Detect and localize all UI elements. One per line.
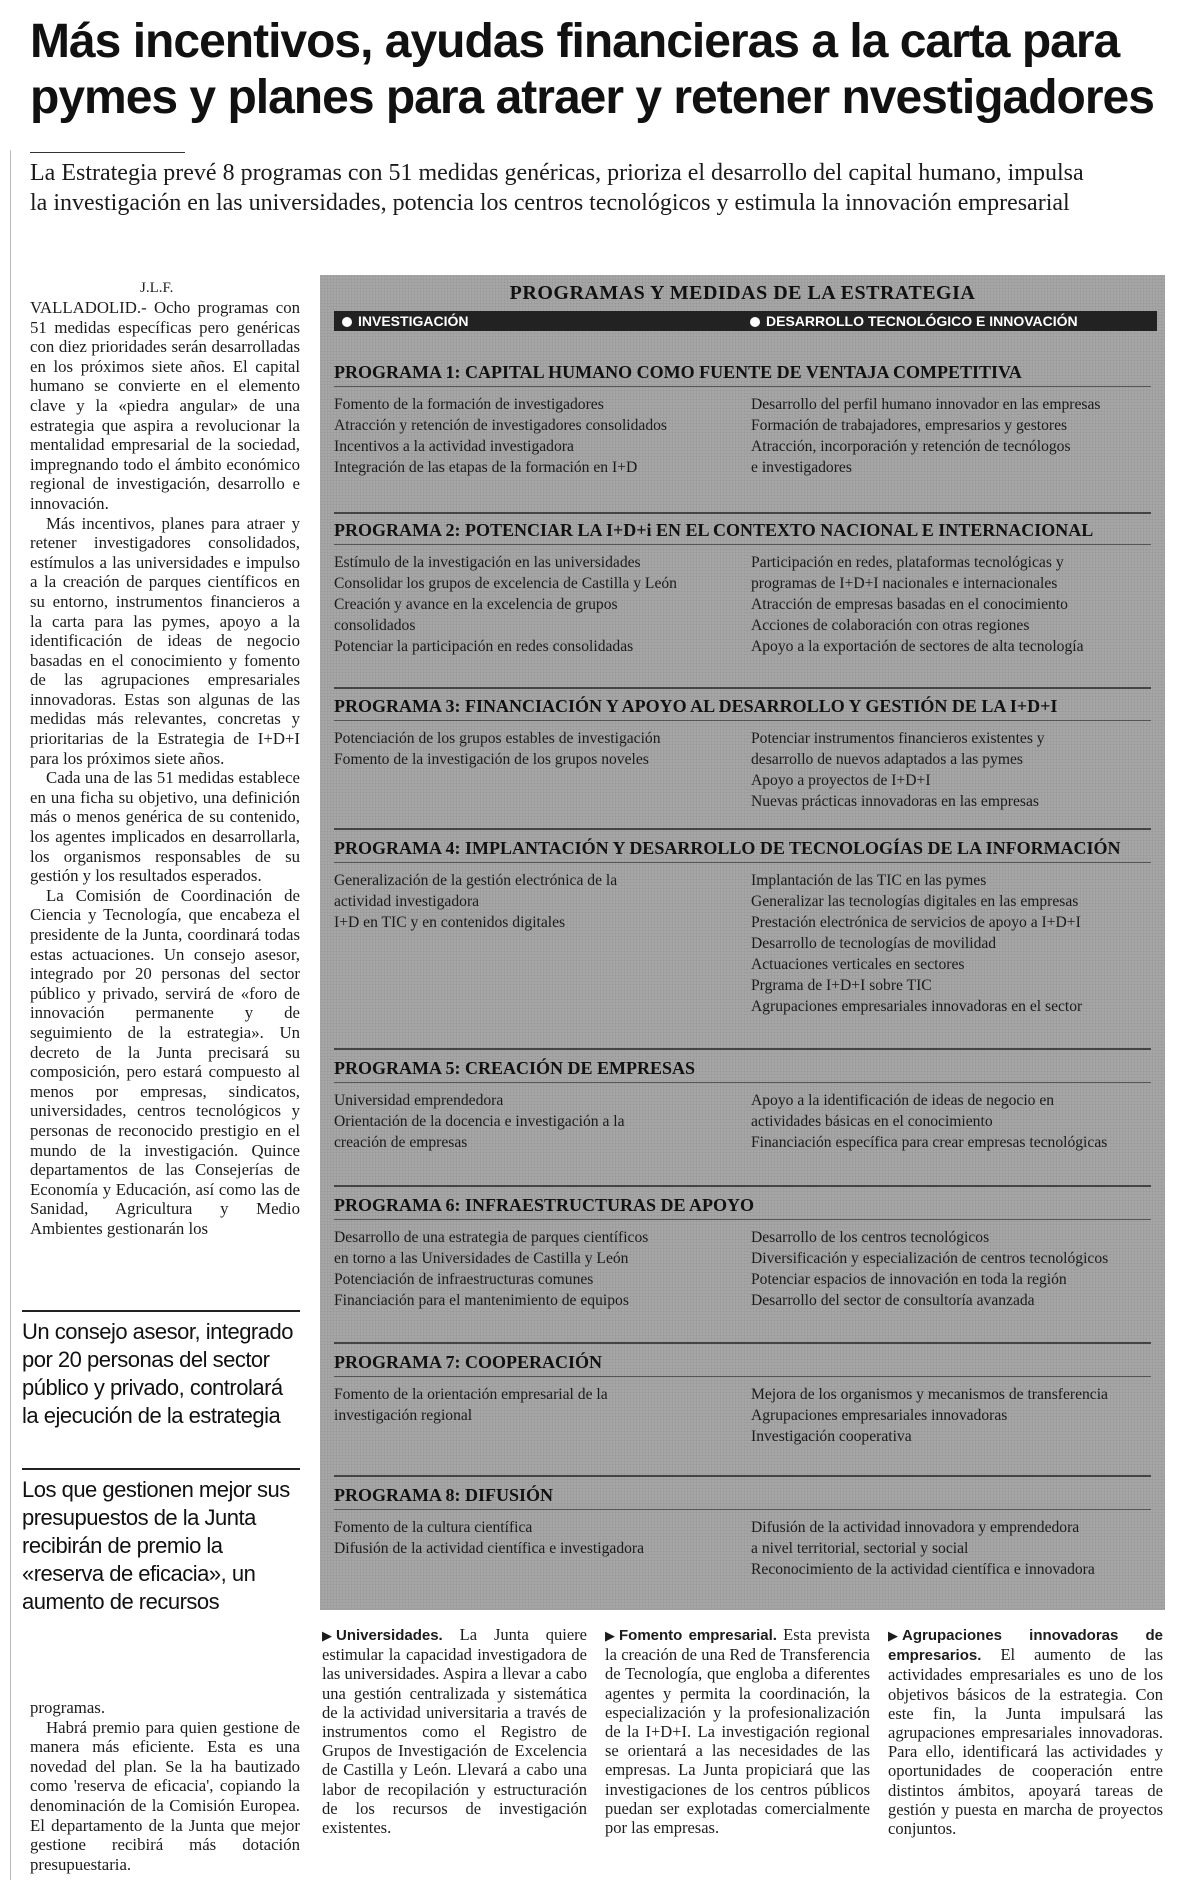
- measure-item: Apoyo a la identificación de ideas de negocio en: [751, 1092, 1055, 1109]
- program-right-measures: [751, 1517, 1151, 1580]
- program-left-measures: [334, 728, 734, 812]
- pullquote-2: Los que gestionen mejor sus presupuestos de la Junta recibirán de premio la «reserva de eficacia», un aumento de recursos: [22, 1477, 290, 1614]
- left-article-continuation: [30, 1698, 300, 1874]
- program-title: PROGRAMA 6: INFRAESTRUCTURAS DE APOYO: [334, 1194, 1151, 1220]
- program-5: [334, 1057, 1151, 1153]
- measure-item: Fomento de la investigación de los grupos noveles: [334, 751, 649, 768]
- measure-item: Participación en redes, plataformas tecnológicas y: [751, 554, 1064, 571]
- measure-item: Desarrollo de tecnologías de movilidad: [751, 935, 997, 952]
- program-left-measures: [334, 394, 734, 478]
- section-head: Fomento empresarial.: [619, 1627, 777, 1644]
- program-2: [334, 519, 1151, 657]
- program-divider: [334, 828, 1151, 830]
- article-paragraph: Más incentivos, planes para atraer y retener investigadores consolidados, estímulos a las universidades e impulso a la creación de parques científicos en su entorno, instrumentos financieros a la carta para las pymes, apoyo a la identificación de ideas de negocio basadas en el conocimiento y fomento de las agrupaciones empresariales innovadoras. Estas son algunas de las medidas más relevantes, concretas y prioritarias de la Estrategia de I+D+I para los próximos siete años.: [30, 513, 300, 768]
- section-head: Agrupaciones innovadoras de empresarios.: [888, 1627, 1163, 1665]
- section-text: La Junta quiere estimular la capacidad investigadora de las universidades. Aspira a llevar a cabo una gestión centralizada y sistemática de la actividad universitaria a través de instrumentos como el Registro de Grupos de Investigación de Excelencia de Castilla y León. Llevará a cabo una labor de recopilación y estructuración de los recursos de investigación existentes.: [322, 1625, 587, 1838]
- measure-item: Fomento de la formación de investigadores: [334, 396, 604, 413]
- program-left-measures: [334, 870, 734, 1017]
- section-universidades: [322, 1625, 587, 1837]
- box-title: PROGRAMAS Y MEDIDAS DE LA ESTRATEGIA: [509, 282, 976, 304]
- measure-item: Diversificación y especialización de centros tecnológicos: [751, 1250, 1109, 1267]
- measure-item: Generalizar las tecnologías digitales en las empresas: [751, 893, 1079, 910]
- measure-item: Incentivos a la actividad investigadora: [334, 438, 574, 455]
- measure-item: Universidad emprendedora: [334, 1092, 504, 1109]
- programs-container: [320, 275, 1165, 1610]
- program-title: PROGRAMA 7: COOPERACIÓN: [334, 1351, 1151, 1377]
- pullquote-rule: [22, 1310, 300, 1312]
- measure-item: Potenciación de infraestructuras comunes: [334, 1271, 594, 1288]
- section-text: El aumento de las actividades empresariales es uno de los objetivos básicos de la estrategia. Con este fin, la Junta impulsará las agrupaciones empresariales innovadoras. Para ello, identificará las actividades y oportunidades de cooperación entre distintos ámbitos, apoyará tareas de gestión y puesta en marcha de proyectos conjuntos.: [888, 1645, 1163, 1839]
- program-6: [334, 1194, 1151, 1311]
- measure-item: Desarrollo del sector de consultoría avanzada: [751, 1292, 1035, 1309]
- program-left-measures: [334, 1517, 734, 1580]
- measure-item: Consolidar los grupos de excelencia de Castilla y León: [334, 575, 677, 592]
- section-text: Esta prevista la creación de una Red de Transferencia de Tecnología, que engloba a diferentes agentes y permita la coordinación, la especialización y la profesionalización de la I+D+I. La investigación regional se orientará a las necesidades de las empresas. La Junta propiciará que las investigaciones de los centros públicos puedan ser explotadas comercialmente por las empresas.: [605, 1625, 871, 1838]
- measure-item: Acciones de colaboración con otras regiones: [751, 617, 1030, 634]
- measure-item: Prgrama de I+D+I sobre TIC: [751, 977, 932, 994]
- program-8: [334, 1484, 1151, 1580]
- program-title: PROGRAMA 8: DIFUSIÓN: [334, 1484, 1151, 1510]
- headline: [30, 14, 1160, 126]
- measure-item: Estímulo de la investigación en las universidades: [334, 554, 641, 571]
- program-title: PROGRAMA 3: FINANCIACIÓN Y APOYO AL DESARROLLO Y GESTIÓN DE LA I+D+I: [334, 695, 1151, 721]
- headline-rule: [30, 152, 185, 153]
- program-4: [334, 837, 1151, 1017]
- left-article-column: [30, 298, 300, 1239]
- program-divider: [334, 1048, 1151, 1050]
- measure-item: consolidados: [334, 617, 416, 634]
- program-3: [334, 695, 1151, 812]
- measure-item: Investigación cooperativa: [751, 1428, 912, 1445]
- article-paragraph: Cada una de las 51 medidas establece en una ficha su objetivo, una definición más o menos genérica de su contenido, los agentes implicados en desarrollarla, los organismos responsables de su gestión y los resultados esperados.: [30, 768, 300, 886]
- measure-item: Implantación de las TIC en las pymes: [751, 872, 987, 889]
- measure-item: investigación regional: [334, 1407, 473, 1424]
- measure-item: Creación y avance en la excelencia de grupos: [334, 596, 618, 613]
- measure-item: Desarrollo del perfil humano innovador en las empresas: [751, 396, 1101, 413]
- program-right-measures: [751, 394, 1151, 478]
- pullquote-rule: [22, 1468, 300, 1470]
- program-divider: [334, 687, 1151, 689]
- measure-item: Apoyo a la exportación de sectores de alta tecnología: [751, 638, 1084, 655]
- section-fomento-empresarial: [605, 1625, 870, 1837]
- pullquote-1: Un consejo asesor, integrado por 20 personas del sector público y privado, controlará la ejecución de la estrategia: [22, 1319, 293, 1428]
- measure-item: Orientación de la docencia e investigación a la: [334, 1113, 625, 1130]
- article-paragraph: programas.: [30, 1698, 106, 1717]
- left-margin-rule: [10, 150, 11, 1880]
- program-left-measures: [334, 1384, 734, 1447]
- measure-item: Mejora de los organismos y mecanismos de transferencia: [751, 1386, 1108, 1403]
- measure-item: Desarrollo de una estrategia de parques científicos: [334, 1229, 649, 1246]
- measure-item: Financiación para el mantenimiento de equipos: [334, 1292, 629, 1309]
- measure-item: Potenciar espacios de innovación en toda la región: [751, 1271, 1067, 1288]
- arrow-icon: ▶: [322, 1628, 332, 1643]
- measure-item: Actuaciones verticales en sectores: [751, 956, 965, 973]
- program-right-measures: [751, 1384, 1151, 1447]
- program-right-measures: [751, 870, 1151, 1017]
- measure-item: actividades básicas en el conocimiento: [751, 1113, 993, 1130]
- measure-item: Desarrollo de los centros tecnológicos: [751, 1229, 990, 1246]
- program-left-measures: [334, 552, 734, 657]
- program-7: [334, 1351, 1151, 1447]
- program-divider: [334, 512, 1151, 514]
- measure-item: Apoyo a proyectos de I+D+I: [751, 772, 931, 789]
- section-head: Universidades.: [336, 1627, 443, 1644]
- arrow-icon: ▶: [888, 1628, 898, 1643]
- measure-item: Difusión de la actividad innovadora y emprendedora: [751, 1519, 1080, 1536]
- measure-item: I+D en TIC y en contenidos digitales: [334, 914, 566, 931]
- program-right-measures: [751, 1090, 1151, 1153]
- article-paragraph: VALLADOLID.- Ocho programas con 51 medidas específicas pero genéricas con diez prioridades serán desarrolladas en los próximos siete años. El capital humano se convierte en el elemento clave y la «piedra angular» de una estrategia que aspira a revolucionar la mentalidad empresarial de la sociedad, impregnando todo el ámbito económico regional de investigación, desarrollo e innovación.: [30, 298, 300, 513]
- category-label: INVESTIGACIÓN: [358, 313, 469, 329]
- program-right-measures: [751, 552, 1151, 657]
- program-left-measures: [334, 1090, 734, 1153]
- measure-item: Nuevas prácticas innovadoras en las empresas: [751, 793, 1039, 810]
- article-paragraph: Habrá premio para quien gestione de manera más eficiente. Esta es una novedad del plan. Se la ha bautizado como 'reserva de eficacia', copiando la denominación de la Comisión Europea. El departamento de la Junta que mejor gestione recibirá más dotación presupuestaria.: [30, 1717, 300, 1874]
- program-title: PROGRAMA 1: CAPITAL HUMANO COMO FUENTE DE VENTAJA COMPETITIVA: [334, 361, 1151, 387]
- program-right-measures: [751, 728, 1151, 812]
- measure-item: a nivel territorial, sectorial y social: [751, 1540, 969, 1557]
- program-divider: [334, 1185, 1151, 1187]
- measure-item: en torno a las Universidades de Castilla y León: [334, 1250, 629, 1267]
- category-label: DESARROLLO TECNOLÓGICO E INNOVACIÓN: [766, 313, 1078, 329]
- byline: J.L.F.: [140, 280, 174, 296]
- measure-item: Agrupaciones empresariales innovadoras en el sector: [751, 998, 1083, 1015]
- measure-item: creación de empresas: [334, 1134, 468, 1151]
- measure-item: Reconocimiento de la actividad científica e innovadora: [751, 1561, 1095, 1578]
- section-agrupaciones: [888, 1625, 1163, 1838]
- measure-item: Atracción, incorporación y retención de tecnólogos: [751, 438, 1071, 455]
- article-paragraph: La Comisión de Coordinación de Ciencia y Tecnología, que encabeza el presidente de la Junta, coordinará todas estas actuaciones. Un consejo asesor, integrado por 20 personas del sector público y privado, servirá de «foro de innovación permanente y de seguimiento de la estrategia». Un decreto de la Junta precisará su composición, pero estará compuesto al menos por empresas, sindicatos, universidades, centros tecnológicos y personas de reconocido prestigio en el mundo de la investigación. Quince departamentos de las Consejerías de Economía y Educación, así como las de Sanidad, Agricultura y Medio Ambientes gestionarán los: [30, 885, 300, 1238]
- subhead: [30, 158, 1165, 218]
- measure-item: Atracción de empresas basadas en el conocimiento: [751, 596, 1068, 613]
- measure-item: Formación de trabajadores, empresarios y gestores: [751, 417, 1068, 434]
- measure-item: Potenciar instrumentos financieros existentes y: [751, 730, 1045, 747]
- measure-item: programas de I+D+I nacionales e internacionales: [751, 575, 1058, 592]
- measure-item: desarrollo de nuevos adaptados a las pymes: [751, 751, 1023, 768]
- program-title: PROGRAMA 2: POTENCIAR LA I+D+i EN EL CONTEXTO NACIONAL E INTERNACIONAL: [334, 519, 1151, 545]
- program-left-measures: [334, 1227, 734, 1311]
- measure-item: Prestación electrónica de servicios de apoyo a I+D+I: [751, 914, 1081, 931]
- program-title: PROGRAMA 4: IMPLANTACIÓN Y DESARROLLO DE TECNOLOGÍAS DE LA INFORMACIÓN: [334, 837, 1151, 863]
- measure-item: Potenciación de los grupos estables de investigación: [334, 730, 661, 747]
- program-right-measures: [751, 1227, 1151, 1311]
- subhead-line-2: la investigación en las universidades, potencia los centros tecnológicos y estimula la innovación empresarial: [30, 190, 1070, 216]
- headline-line-2: pymes y planes para atraer y retener nvestigadores: [30, 71, 1154, 124]
- measure-item: e investigadores: [751, 459, 852, 476]
- measure-item: Fomento de la orientación empresarial de la: [334, 1386, 608, 1403]
- measure-item: Integración de las etapas de la formación en I+D: [334, 459, 638, 476]
- measure-item: actividad investigadora: [334, 893, 480, 910]
- program-divider: [334, 1342, 1151, 1344]
- arrow-icon: ▶: [605, 1628, 615, 1643]
- measure-item: Difusión de la actividad científica e investigadora: [334, 1540, 645, 1557]
- measure-item: Financiación específica para crear empresas tecnológicas: [751, 1134, 1108, 1151]
- measure-item: Potenciar la participación en redes consolidadas: [334, 638, 634, 655]
- program-1: [334, 361, 1151, 478]
- program-title: PROGRAMA 5: CREACIÓN DE EMPRESAS: [334, 1057, 1151, 1083]
- program-divider: [334, 1475, 1151, 1477]
- measure-item: Generalización de la gestión electrónica de la: [334, 872, 618, 889]
- measure-item: Fomento de la cultura científica: [334, 1519, 533, 1536]
- measure-item: Atracción y retención de investigadores consolidados: [334, 417, 667, 434]
- headline-line-1: Más incentivos, ayudas financieras a la carta para: [30, 15, 1120, 68]
- subhead-line-1: La Estrategia prevé 8 programas con 51 medidas genéricas, prioriza el desarrollo del capital humano, impulsa: [30, 160, 1084, 186]
- measure-item: Agrupaciones empresariales innovadoras: [751, 1407, 1008, 1424]
